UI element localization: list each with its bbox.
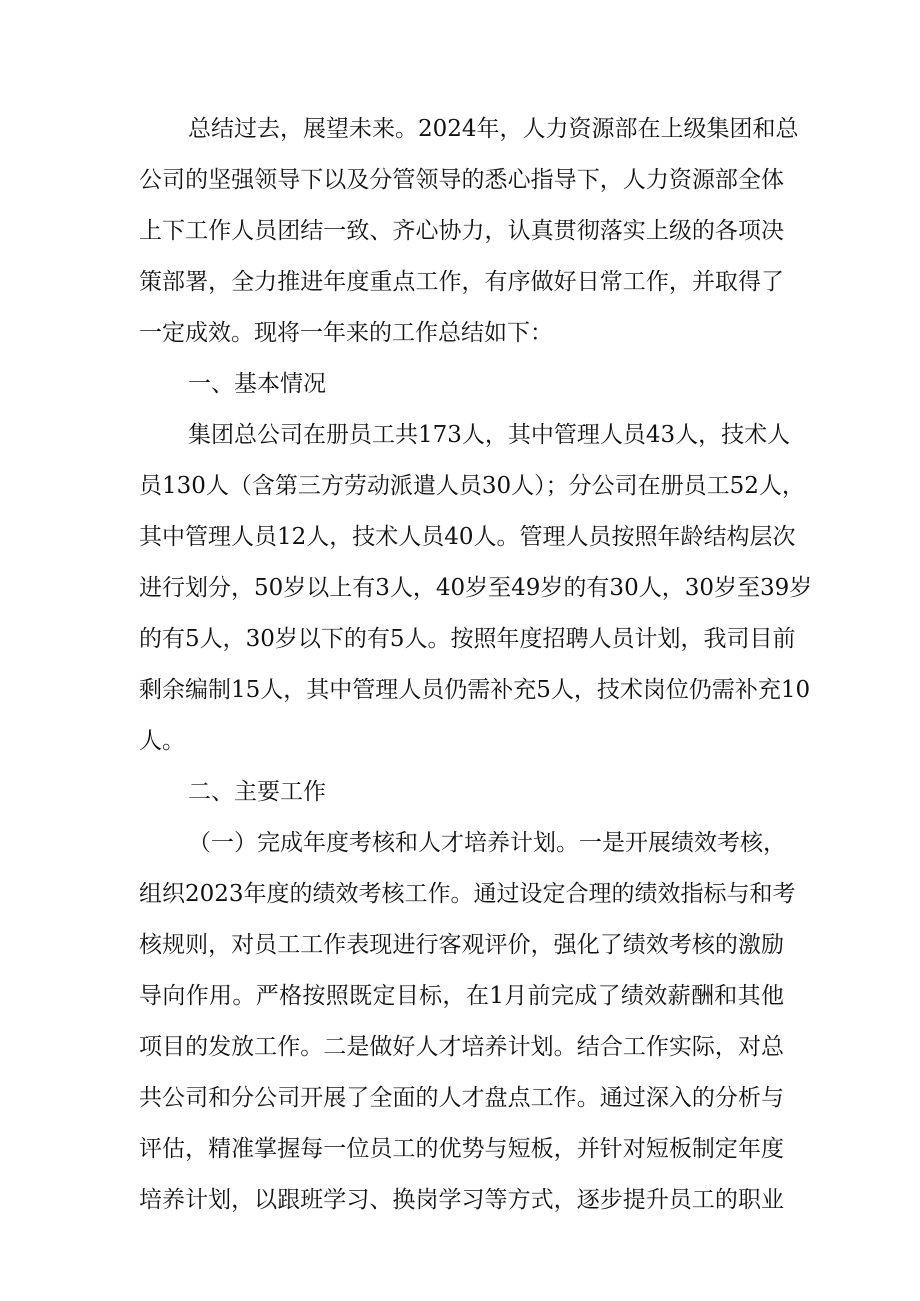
paragraph-main-line-2: 组织2023年度的绩效考核工作。通过设定合理的绩效指标与和考	[139, 881, 796, 907]
paragraph-intro-line-4: 策部署，全力推进年度重点工作，有序做好日常工作，并取得了	[139, 269, 784, 295]
paragraph-basic-line-1: 集团总公司在册员工共173人，其中管理人员43人，技术人	[188, 422, 791, 448]
paragraph-intro-line-1: 总结过去，展望未来。2024年，人力资源部在上级集团和总	[188, 116, 799, 142]
paragraph-basic-line-6: 剩余编制15人，其中管理人员仍需补充5人，技术岗位仍需补充10	[139, 677, 811, 703]
paragraph-main-line-3: 核规则，对员工工作表现进行客观评价，强化了绩效考核的激励	[139, 932, 784, 958]
paragraph-main-line-5: 项目的发放工作。二是做好人才培养计划。结合工作实际，对总	[139, 1034, 784, 1060]
paragraph-basic-line-2: 员130人（含第三方劳动派遣人员30人）；分公司在册员工52人，	[139, 473, 805, 499]
paragraph-intro-line-3: 上下工作人员团结一致、齐心协力，认真贯彻落实上级的各项决	[139, 218, 784, 244]
paragraph-main-line-7: 评估，精准掌握每一位员工的优势与短板，并针对短板制定年度	[139, 1136, 784, 1162]
paragraph-basic-line-7: 人。	[139, 728, 185, 754]
paragraph-basic-line-5: 的有5人，30岁以下的有5人。按照年度招聘人员计划，我司目前	[139, 626, 796, 652]
paragraph-intro-line-5: 一定成效。现将一年来的工作总结如下：	[139, 320, 553, 346]
section-heading-main-work: 二、主要工作	[188, 779, 326, 805]
paragraph-intro-line-2: 公司的坚强领导下以及分管领导的悉心指导下，人力资源部全体	[139, 167, 784, 193]
paragraph-main-line-1: （一）完成年度考核和人才培养计划。一是开展绩效考核，	[188, 830, 786, 856]
paragraph-main-line-6: 共公司和分公司开展了全面的人才盘点工作。通过深入的分析与	[139, 1085, 784, 1111]
paragraph-basic-line-3: 其中管理人员12人，技术人员40人。管理人员按照年龄结构层次	[139, 524, 796, 550]
paragraph-main-line-8: 培养计划，以跟班学习、换岗学习等方式，逐步提升员工的职业	[139, 1187, 784, 1213]
section-heading-basic-situation: 一、基本情况	[188, 371, 326, 397]
paragraph-basic-line-4: 进行划分，50岁以上有3人，40岁至49岁的有30人，30岁至39岁	[139, 575, 813, 601]
paragraph-main-line-4: 导向作用。严格按照既定目标，在1月前完成了绩效薪酬和其他	[139, 983, 784, 1009]
